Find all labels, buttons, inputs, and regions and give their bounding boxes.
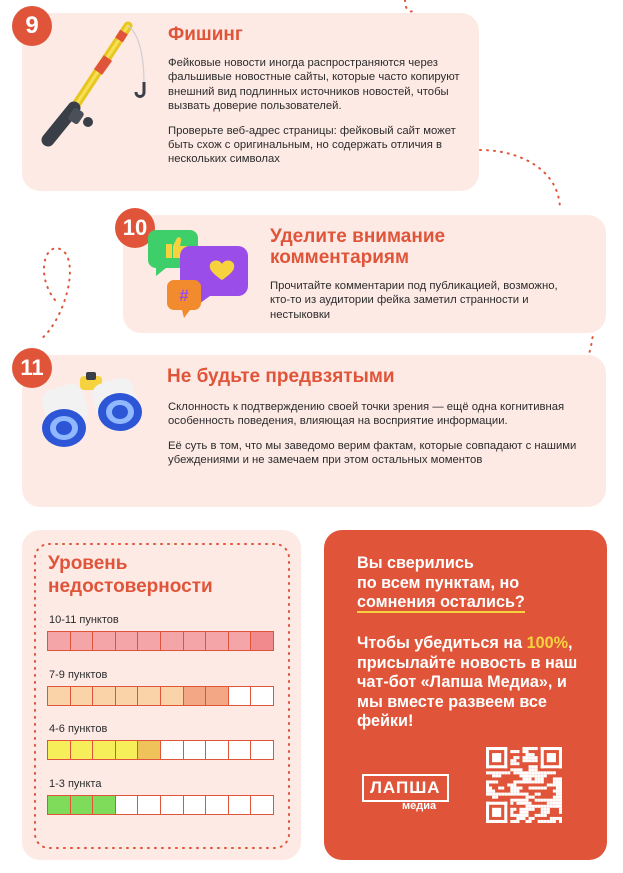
level-cell [137, 795, 161, 815]
tip-title: Уделите внимание комментариям [270, 226, 446, 268]
tip-title: Фишинг [168, 24, 243, 45]
level-cell [160, 686, 184, 706]
promo-text: , присылайте новость в наш чат-бот «Лапша Медиа», и мы вместе развеем все фейки! [357, 634, 578, 730]
promo-text: Чтобы убедиться на [357, 634, 527, 652]
lapsha-media-logo[interactable] [362, 774, 449, 812]
level-cell [228, 740, 252, 760]
level-label: 1-3 пункта [49, 778, 102, 790]
level-cell [183, 795, 207, 815]
level-cell [205, 795, 229, 815]
level-label: 4-6 пунктов [49, 723, 108, 735]
level-cell [70, 740, 94, 760]
level-label: 7-9 пунктов [49, 669, 108, 681]
level-cell [115, 631, 139, 651]
level-cell [137, 740, 161, 760]
chat-bot-promo-card [324, 530, 607, 860]
level-cell [250, 686, 274, 706]
svg-text:#: # [179, 286, 189, 305]
level-cell [47, 631, 71, 651]
level-cell [47, 740, 71, 760]
level-bar [47, 795, 274, 815]
level-cell [47, 795, 71, 815]
tip-paragraph: Прочитайте комментарии под публикацией, возможно, кто-то из аудитории фейка заметил странности и нестыковки [270, 280, 558, 321]
level-cell [160, 740, 184, 760]
level-cell [115, 740, 139, 760]
level-cell [160, 795, 184, 815]
level-cell [250, 795, 274, 815]
level-cell [250, 740, 274, 760]
logo-subtitle: медиа [402, 800, 437, 812]
qr-code-icon[interactable] [486, 747, 562, 823]
promo-call-to-action [357, 634, 597, 732]
promo-question [357, 554, 597, 613]
level-cell [183, 631, 207, 651]
level-bar [47, 740, 274, 760]
tip-number-badge: 9 [12, 6, 52, 46]
level-cell [47, 686, 71, 706]
level-cell [70, 686, 94, 706]
tip-number-badge: 11 [12, 348, 52, 388]
logo-wordmark: ЛАПША [362, 774, 449, 802]
level-cell [70, 795, 94, 815]
level-cell [137, 686, 161, 706]
level-cell [115, 686, 139, 706]
level-cell [92, 686, 116, 706]
meter-title: Уровень недостоверности [48, 553, 213, 597]
level-cell [205, 686, 229, 706]
promo-question-underlined: сомнения остались? [357, 593, 525, 611]
tip-paragraph: Проверьте веб-адрес страницы: фейковый сайт может быть схож с оригинальным, но содержать отличия в нескольких символах [168, 124, 456, 166]
level-cell [70, 631, 94, 651]
level-bar [47, 686, 274, 706]
level-cell [183, 686, 207, 706]
level-cell [205, 740, 229, 760]
tip-number-badge: 10 [115, 208, 155, 248]
level-cell [160, 631, 184, 651]
promo-question-line: Вы сверились [357, 554, 474, 572]
level-cell [92, 631, 116, 651]
level-label: 10-11 пунктов [49, 614, 119, 626]
level-cell [250, 631, 274, 651]
promo-question-line: по всем пунктам, но [357, 573, 520, 592]
level-bar [47, 631, 274, 651]
level-cell [228, 631, 252, 651]
level-cell [183, 740, 207, 760]
tip-paragraph: Её суть в том, что мы заведомо верим фактам, которые совпадают с нашими убеждениями и не замечаем при этом остальных моментов [168, 439, 577, 467]
promo-highlight: 100% [526, 634, 569, 652]
level-cell [205, 631, 229, 651]
level-cell [92, 795, 116, 815]
level-cell [228, 686, 252, 706]
tip-title: Не будьте предвзятыми [167, 366, 395, 387]
level-cell [137, 631, 161, 651]
level-cell [228, 795, 252, 815]
level-cell [115, 795, 139, 815]
tip-paragraph: Фейковые новости иногда распространяются через фальшивые новостные сайты, которые часто копируют внешний вид подлинных источников новостей, чтобы вызвать доверие пользователей. [168, 57, 460, 113]
level-cell [92, 740, 116, 760]
tip-paragraph: Склонность к подтверждению своей точки зрения — ещё одна когнитивная особенность поведения, влияющая на восприятие информации. [168, 401, 565, 428]
